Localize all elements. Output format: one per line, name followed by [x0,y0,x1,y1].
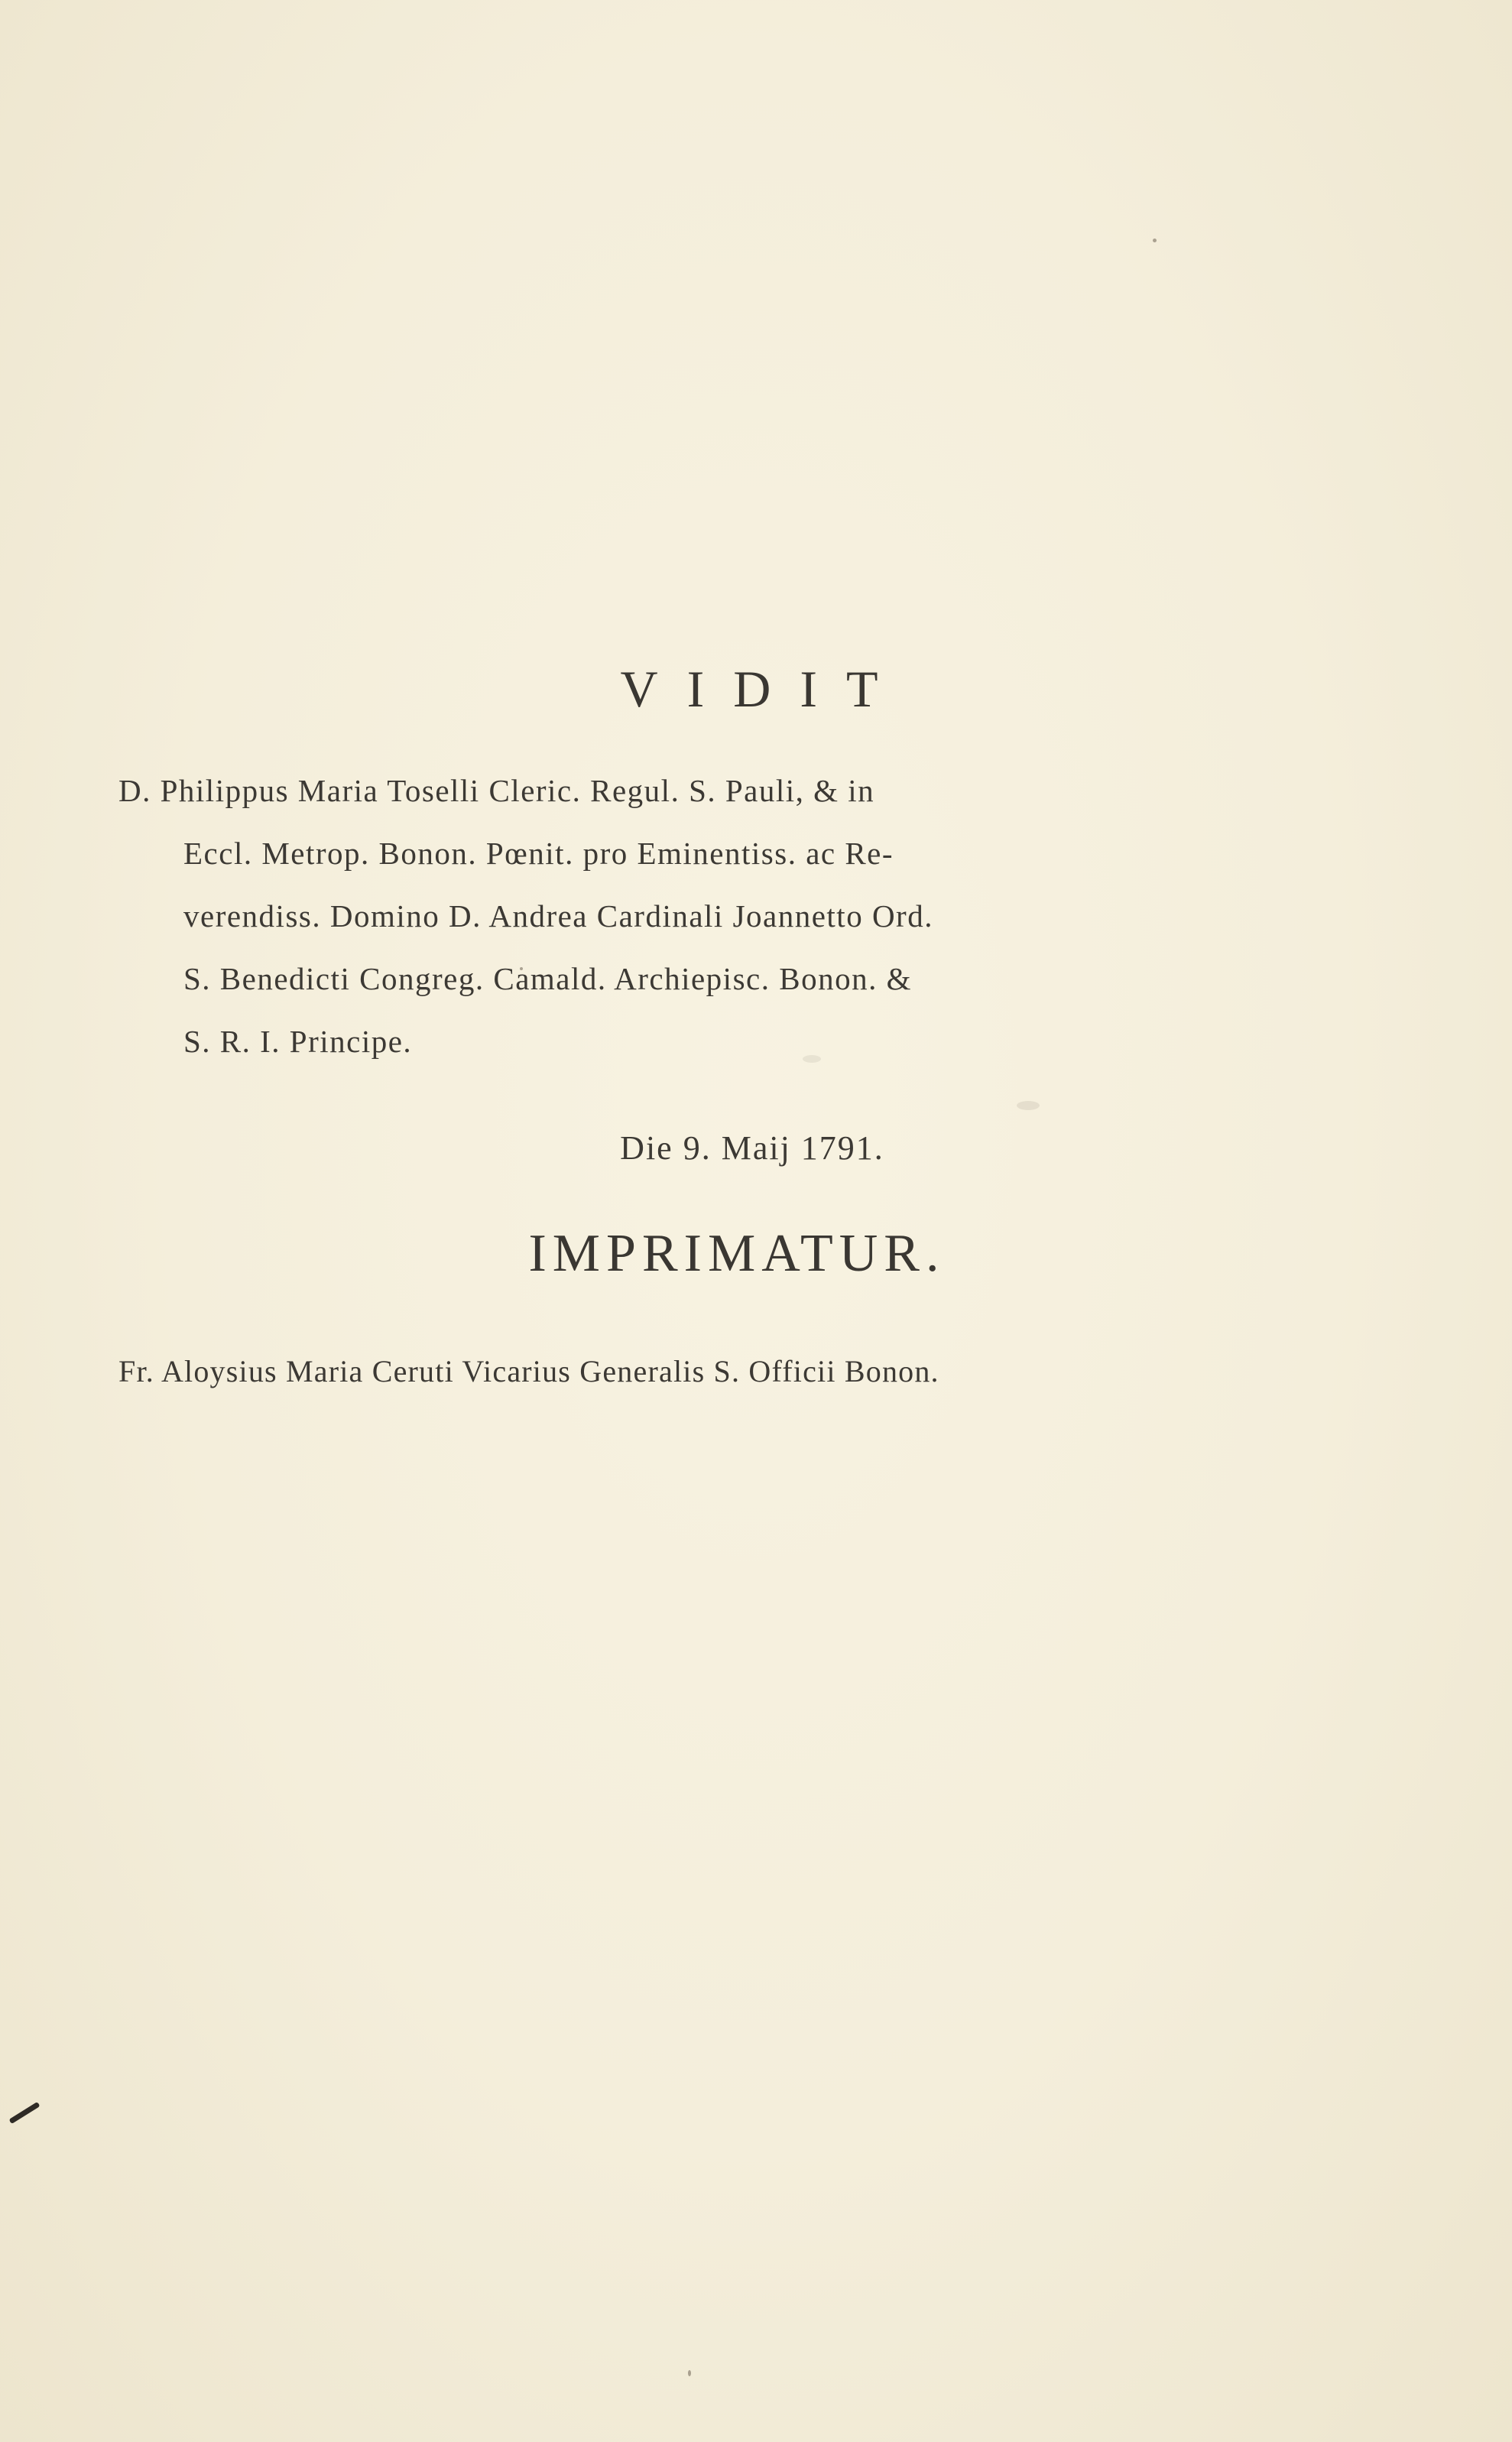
vidit-heading: VIDIT [620,660,907,718]
paper-speck [1017,1101,1040,1110]
approval-line: Eccl. Metrop. Bonon. Pœnit. pro Eminentiss. ac Re- [183,836,894,871]
approval-line: verendiss. Domino D. Andrea Cardinali Joannetto Ord. [183,898,933,934]
approval-line: S. Benedicti Congreg. Camald. Archiepisc. Bonon. & [183,961,912,996]
imprimatur-signature: Fr. Aloysius Maria Ceruti Vicarius Generalis S. Officii Bonon. [118,1354,939,1388]
paper-speck [1153,239,1157,242]
approval-line: D. Philippus Maria Toselli Cleric. Regul. S. Pauli, & in [118,773,875,808]
imprimatur-heading: IMPRIMATUR. [528,1224,946,1283]
approval-line: S. R. I. Principe. [183,1024,413,1059]
paper-speck [803,1055,821,1063]
paper-speck [688,2370,691,2376]
ink-mark [8,2102,40,2124]
approval-date: Die 9. Maij 1791. [620,1129,884,1167]
